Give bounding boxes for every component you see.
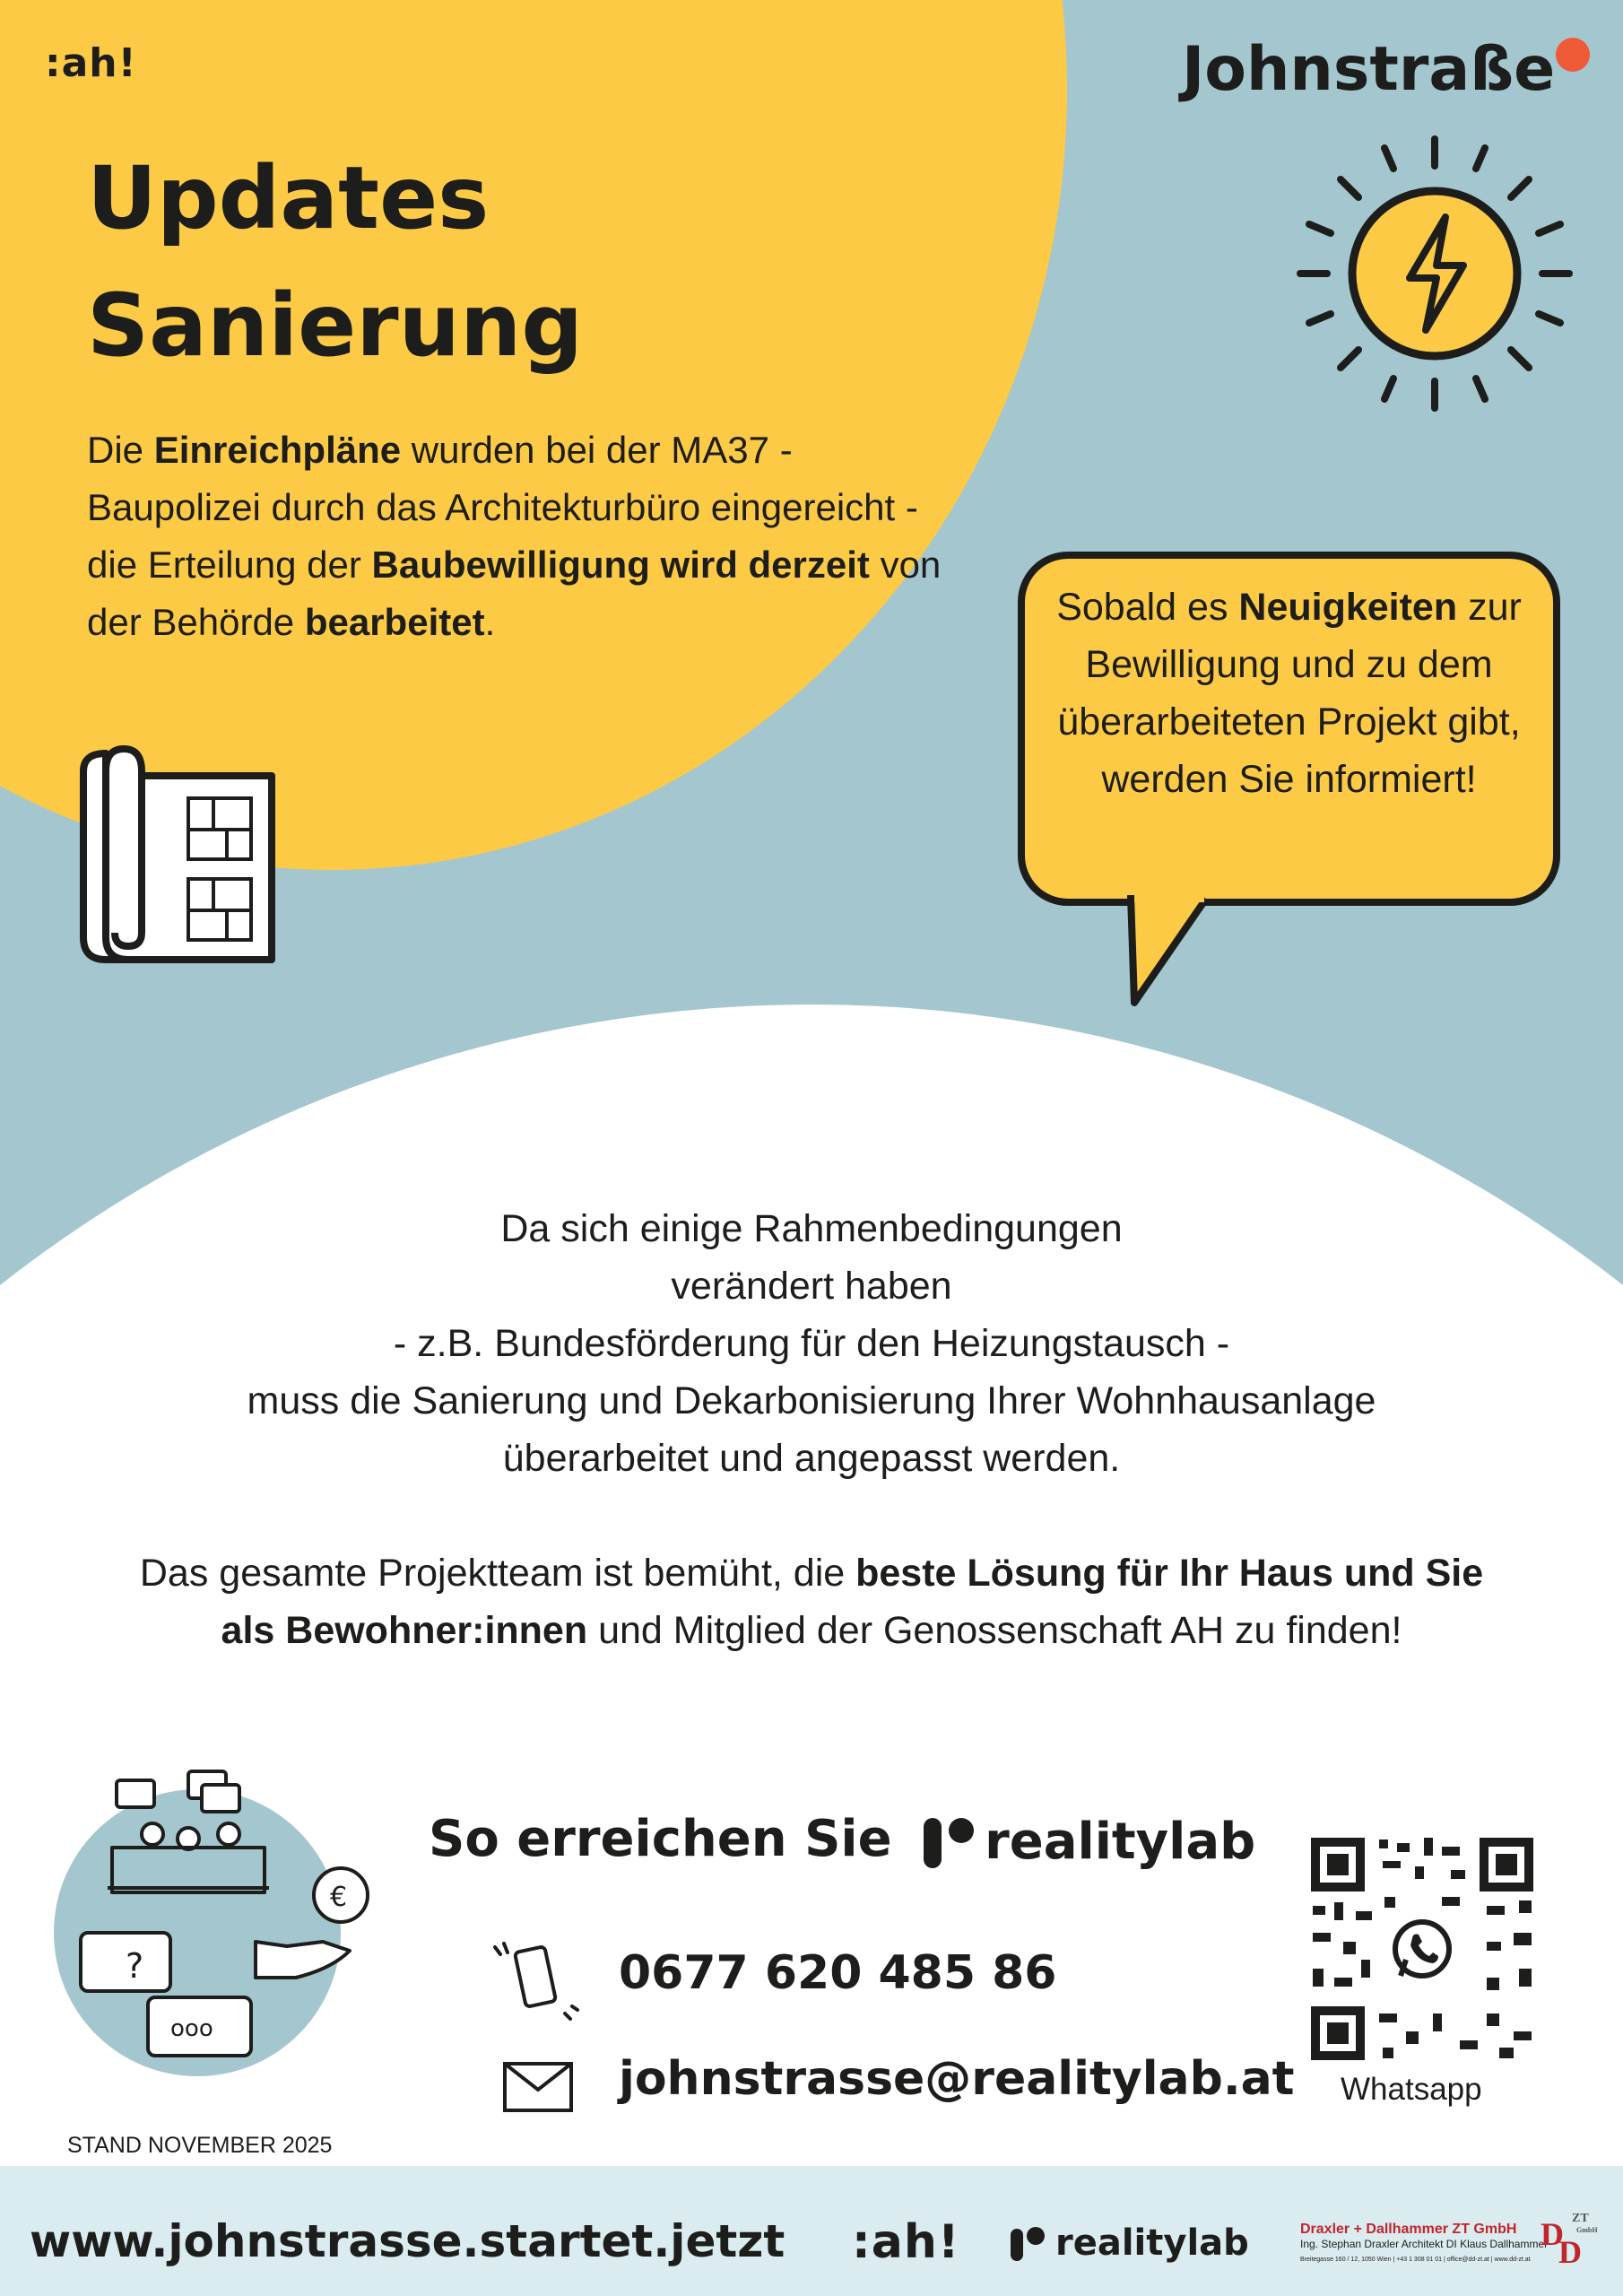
intro-text: . [484, 601, 496, 643]
footer-realitylab-text: realitylab [1055, 2222, 1249, 2264]
stand-date: STAND NOVEMBER 2025 [67, 2133, 333, 2158]
title-line1: Updates [87, 148, 490, 248]
message-line: Da sich einige Rahmenbedingungen [500, 1207, 1123, 1250]
realitylab-logo [922, 1813, 1255, 1871]
message-line: überarbeitet und angepasst werden. [502, 1437, 1121, 1480]
footer-ah-logo-text: :ah! [852, 2215, 960, 2269]
svg-text:?: ? [126, 1946, 144, 1986]
intro-bold: Einreichpläne [153, 429, 402, 471]
email-address[interactable]: johnstrasse@realitylab.at [619, 2052, 1295, 2106]
bubble-text-part: zur Bewilligung und zu dem überarbeiteten Projekt gibt, werden Sie informiert! [1057, 586, 1522, 801]
svg-text:ooo: ooo [170, 2015, 213, 2042]
message-bold: beste Lösung für Ihr Haus und Sie als Bewohner:innen [221, 1552, 1484, 1652]
title-line2: Sanierung [87, 275, 584, 376]
message-text: und Mitglied der Genossenschaft AH zu finden! [587, 1609, 1402, 1652]
message-line: verändert haben [671, 1265, 952, 1308]
draxler-dallhammer-logo [1300, 2222, 1548, 2267]
dd-title: Draxler + Dallhammer ZT GmbH [1300, 2222, 1517, 2237]
page-title [87, 135, 583, 389]
bubble-text [1031, 578, 1547, 808]
mail-icon [502, 2061, 574, 2113]
dd-mark: D D ZT GmbH [1541, 2212, 1598, 2270]
dd-names: Ing. Stephan Draxler Architekt DI Klaus Dallhammer [1300, 2238, 1549, 2250]
communication-illustration [54, 1762, 395, 2103]
contact-heading [429, 1810, 1255, 1871]
dd-zt: ZT [1572, 2212, 1589, 2225]
intro-bold: bearbeitet [304, 601, 485, 643]
whatsapp-qr-code[interactable] [1307, 1834, 1537, 2064]
footer-ah-logo [852, 2215, 960, 2269]
realitylab-mark-icon [922, 1814, 976, 1870]
qr-label: Whatsapp [1341, 2072, 1482, 2107]
bubble-text-part: Sobald es [1056, 586, 1239, 629]
intro-text: Die [87, 429, 154, 471]
message-line: muss die Sanierung und Dekarbonisierung Ihrer Wohnhausanlage [247, 1379, 1376, 1422]
dd-address: Breitegasse 160 / 12, 1050 Wien | +43 1 308 01 01 | office@dd-zt.at | www.dd-zt.at [1300, 2257, 1531, 2263]
svg-text:€: € [330, 1882, 348, 1913]
website-link[interactable]: www.johnstrasse.startet.jetzt [30, 2215, 785, 2267]
brand-dot [1556, 38, 1590, 72]
message-text: Das gesamte Projektteam ist bemüht, die [139, 1552, 856, 1595]
intro-text: wurden bei der MA37 - Baupolizei durch das Architekturbüro eingereicht - die Erteilung der [87, 429, 918, 586]
intro-text: von der Behörde [87, 544, 942, 643]
phone-icon [493, 1942, 583, 2022]
footer-realitylab-logo [1009, 2222, 1249, 2264]
phone-number[interactable]: 0677 620 485 86 [619, 1946, 1057, 2000]
contact-heading-text: So erreichen Sie [429, 1810, 892, 1868]
sun-lightning-icon [1291, 135, 1578, 413]
message-line: - z.B. Bundesförderung für den Heizungstausch - [393, 1322, 1230, 1365]
bubble-bold: Neuigkeiten [1238, 586, 1458, 629]
intro-bold: Baubewilligung wird derzeit [371, 544, 870, 586]
blueprint-icon [79, 744, 285, 964]
realitylab-mark-icon [1009, 2225, 1046, 2261]
team-message [108, 1544, 1515, 1659]
main-message [108, 1200, 1515, 1659]
ah-logo-text: :ah! [45, 40, 137, 86]
intro-paragraph [87, 422, 948, 651]
speech-bubble-tail [1125, 895, 1233, 1012]
realitylab-text: realitylab [985, 1813, 1256, 1872]
dd-gmbh: GmbH [1576, 2226, 1598, 2234]
ah-logo [45, 40, 137, 86]
brand-title: Johnstraße [1182, 34, 1556, 105]
